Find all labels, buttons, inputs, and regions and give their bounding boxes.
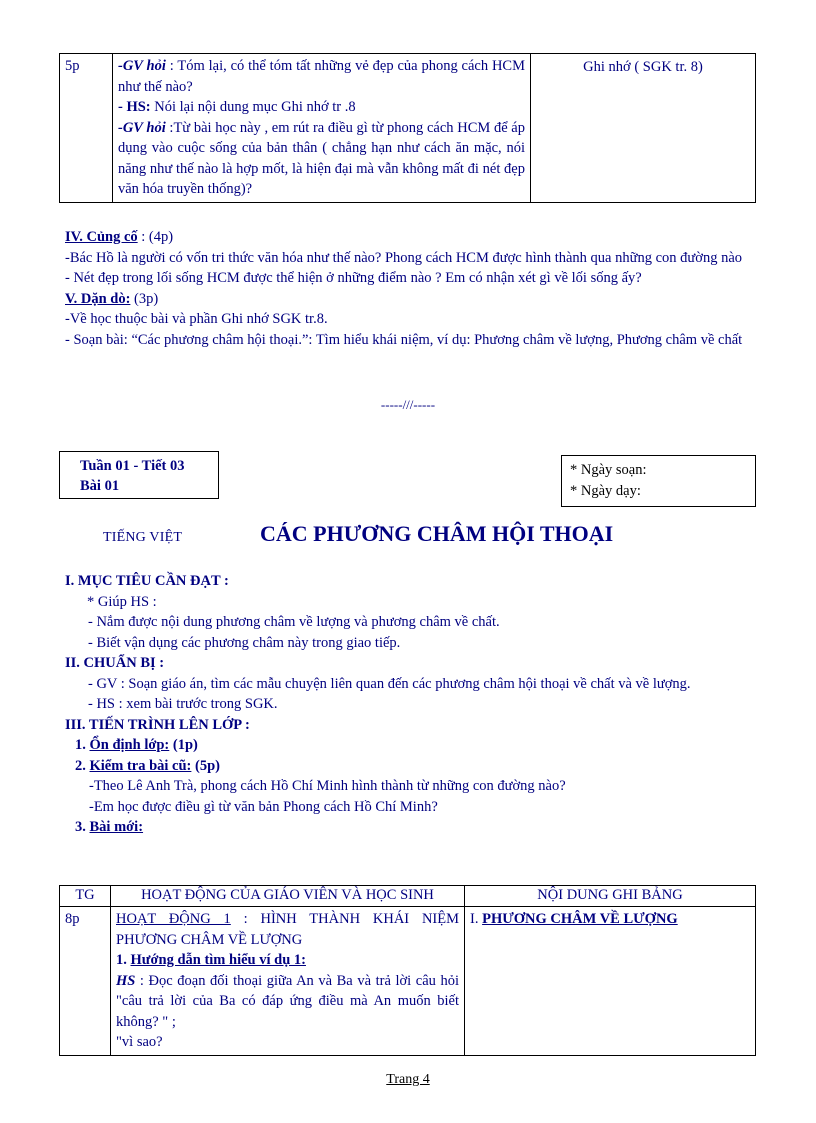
lesson-title: CÁC PHƯƠNG CHÂM HỘI THOẠI — [260, 521, 614, 546]
lesson-table-top — [59, 53, 756, 203]
page-number: Trang 4 — [386, 1072, 430, 1087]
objective-item: - Nắm được nội dung phương châm về lượng và phương châm về chất. — [88, 614, 500, 630]
table-row — [60, 54, 756, 203]
time-cell: 8p — [60, 907, 111, 1056]
consolidation-line: - Nét đẹp trong lối sống HCM được thể hiện ở những điểm nào ? Em có nhận xét gì về lối sống ấy? — [65, 270, 642, 286]
student-task-continued: "vì sao? — [116, 1034, 163, 1050]
lesson-table-bottom — [59, 885, 756, 1056]
preparation-student: - HS : xem bài trước trong SGK. — [88, 696, 278, 712]
review-question: -Em học được điều gì từ văn bản Phong cách Hồ Chí Minh? — [89, 798, 438, 815]
column-header: HOẠT ĐỘNG CỦA GIÁO VIÊN VÀ HỌC SINH — [111, 886, 465, 907]
activity-cell — [111, 907, 465, 1056]
time-cell: 5p — [60, 54, 113, 203]
content-cell: Ghi nhớ ( SGK tr. 8) — [531, 54, 756, 203]
objectives-heading: I. MỤC TIÊU CẦN ĐẠT : — [65, 573, 229, 589]
table-header-row — [60, 886, 756, 907]
homework-line: -Về học thuộc bài và phần Ghi nhớ SGK tr.8. — [65, 311, 328, 327]
preparation-heading: II. CHUẨN BỊ : — [65, 655, 165, 671]
lesson-number: Bài 01 — [80, 478, 120, 494]
review-question: -Theo Lê Anh Trà, phong cách Hồ Chí Minh hình thành từ những con đường nào? — [89, 778, 566, 794]
activity-cell — [113, 54, 531, 203]
consolidation-heading: IV. Củng cố : (4p) — [65, 229, 174, 245]
teaching-date-label: * Ngày dạy: — [570, 483, 641, 499]
objectives-intro: * Giúp HS : — [87, 593, 157, 610]
section-separator: -----///----- — [380, 397, 436, 412]
lesson-info-box — [59, 451, 219, 499]
date-box — [561, 455, 756, 507]
procedure-step-1: 1. Ổn định lớp: (1p) — [75, 737, 198, 753]
procedure-step-3: 3. Bài mới: — [75, 819, 144, 835]
content-cell — [465, 907, 756, 1056]
table-row — [60, 907, 756, 1056]
consolidation-section — [65, 227, 777, 350]
teacher-question-2: -GV hỏi :Từ bài học này , em rút ra điều gì từ phong cách HCM để áp dụng vào cuộc sống của bản thân ( chẳng hạn như cách ăn mặc, nói năng như thế nào là hợp mốt, là hiện đại mà vẫn không mất đi nét đẹp văn hóa truyền thống)? — [118, 119, 525, 197]
objective-item: - Biết vận dụng các phương châm này trong giao tiếp. — [88, 634, 401, 651]
content-heading: I. PHƯƠNG CHÂM VỀ LƯỢNG — [470, 911, 678, 927]
preparation-teacher: - GV : Soạn giáo án, tìm các mẫu chuyện liên quan đến các phương châm hội thoại về chất và về lượng. — [88, 675, 691, 692]
student-task: HS : Đọc đoạn đối thoại giữa An và Ba và trả lời câu hỏi "câu trả lời của Ba có đáp ứng điều mà An muốn biết không? " ; — [116, 972, 459, 1030]
week-period: Tuần 01 - Tiết 03 — [80, 458, 185, 474]
consolidation-line: -Bác Hồ là người có vốn tri thức văn hóa như thế nào? Phong cách HCM được hình thành qua những con đường nào — [65, 249, 743, 266]
activity-heading: HOẠT ĐỘNG 1 : HÌNH THÀNH KHÁI NIỆM PHƯƠNG CHÂM VỀ LƯỢNG — [116, 911, 459, 948]
teacher-question-1: -GV hỏi : Tóm lại, có thể tóm tất những vẻ đẹp của phong cách HCM như thế nào? — [118, 58, 525, 95]
homework-line: - Soạn bài: “Các phương châm hội thoại.”: Tìm hiểu khái niệm, ví dụ: Phương châm về lượng, Phương châm về chất — [65, 331, 743, 348]
prepared-date-label: * Ngày soạn: — [570, 462, 647, 478]
activity-step: 1. Hướng dẫn tìm hiểu ví dụ 1: — [116, 952, 306, 968]
subject-label: TIẾNG VIỆT — [103, 530, 183, 545]
column-header: TG — [60, 886, 111, 907]
lesson-plan-body — [65, 571, 777, 838]
column-header: NỘI DUNG GHI BẢNG — [465, 886, 756, 907]
procedure-step-2: 2. Kiểm tra bài cũ: (5p) — [75, 757, 220, 774]
homework-heading: V. Dặn dò: (3p) — [65, 290, 159, 307]
procedure-heading: III. TIẾN TRÌNH LÊN LỚP : — [65, 716, 250, 733]
student-answer: - HS: Nói lại nội dung mục Ghi nhớ tr .8 — [118, 99, 356, 115]
